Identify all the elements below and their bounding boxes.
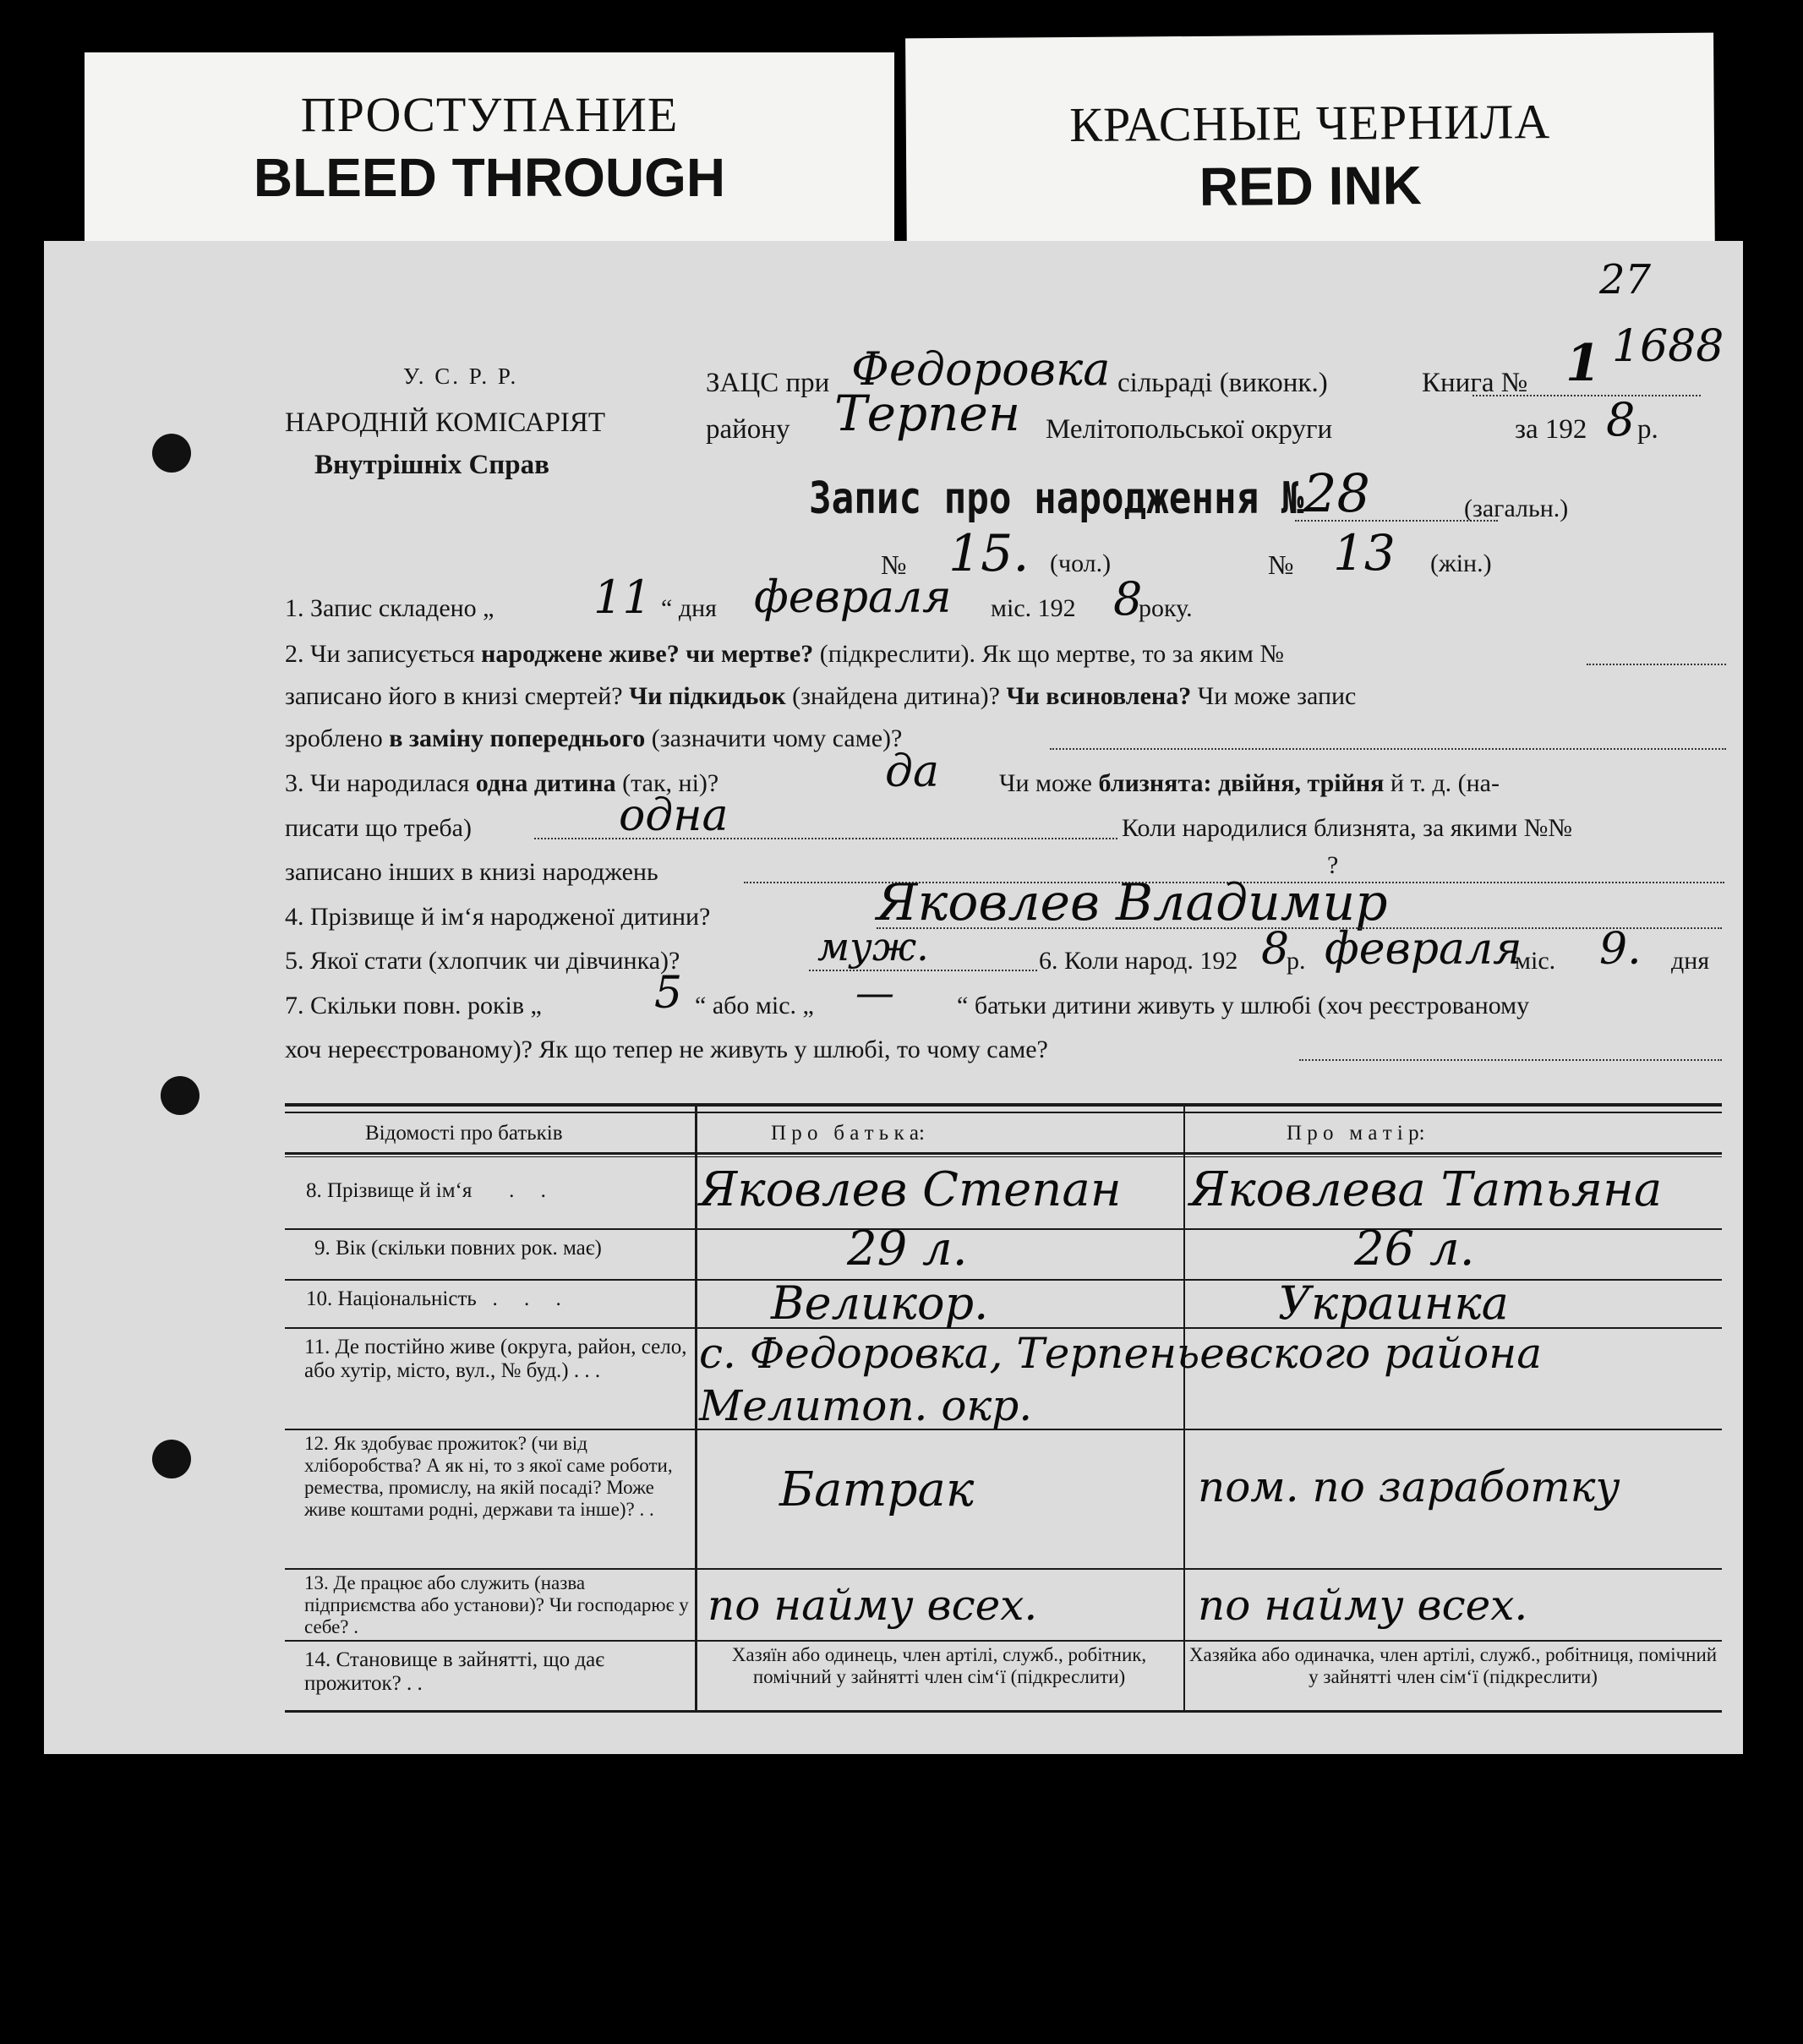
q2-text: (зазначити чому саме)? [645, 724, 903, 752]
red-ink-label-card [905, 33, 1715, 267]
column-divider [695, 1105, 697, 1712]
q7-years-handwritten: 5 [654, 968, 683, 1019]
bleed-through-label-card [85, 52, 894, 255]
q2-bold: народжене живе? чи мертве? [481, 640, 814, 668]
q6-month-handwritten: февраля [1325, 924, 1522, 975]
punch-hole [152, 1440, 191, 1478]
q3-text: й т. д. (на- [1384, 769, 1500, 797]
label-en-bleed: BLEED THROUGH [253, 147, 726, 208]
table-header-rule [285, 1152, 1722, 1155]
q2-text: записано його в книзі смертей? [285, 682, 630, 710]
table-head-info: Відомості про батьків [365, 1122, 563, 1145]
male-number-handwritten: 15. [948, 524, 1030, 583]
q4-line [877, 927, 1722, 929]
father-age-handwritten: 29 л. [847, 1221, 968, 1276]
book-label: Книга № [1422, 368, 1528, 398]
father-name-handwritten: Яковлев Степан [699, 1162, 1122, 1217]
silradi-label: сільраді (виконк.) [1117, 368, 1328, 398]
corner-number-handwritten: 1688 [1612, 321, 1724, 372]
mother-employment-options: Хазяйка або одиначка, член артілі, служб., робітниця, помічний у зайнятті член сім‘ї (підкреслити) [1188, 1644, 1718, 1687]
q3-answer1-handwritten: да [885, 746, 939, 797]
q3-line1b [999, 769, 1500, 798]
birth-record-card [44, 241, 1743, 1754]
book-number-line [1472, 395, 1701, 396]
q2-text: (підкреслити). Як що мертве, то за яким № [813, 640, 1284, 668]
mother-livelihood-handwritten: пом. по заработку [1198, 1462, 1620, 1511]
q3-bold: близнята: двійня, трійня [1098, 769, 1385, 797]
q3-line3: записано інших в книзі народжень [285, 858, 658, 886]
mother-name-handwritten: Яковлева Татьяна [1189, 1162, 1663, 1217]
q3-text: Чи може [999, 769, 1099, 797]
table-head-father: П р о б а т ь к а: [771, 1122, 925, 1145]
male-label: (чол.) [1050, 549, 1112, 577]
sex-handwritten: муж. [817, 924, 929, 970]
q1-mis: міс. 192 [991, 594, 1076, 622]
punch-hole [152, 434, 191, 473]
q3-question-mark: ? [1327, 851, 1339, 879]
q2-bold: Чи всиновлена? [1006, 682, 1192, 710]
year-label: за 192 [1515, 414, 1587, 445]
q6-year-handwritten: 8 [1261, 924, 1290, 975]
q5-line [809, 970, 1037, 971]
table-top-rule [285, 1103, 1722, 1107]
father-nationality-handwritten: Великор. [771, 1276, 989, 1330]
q3-text: (так, ні)? [615, 769, 719, 797]
q7-line [1299, 1059, 1722, 1061]
book-number-handwritten: 1 [1565, 334, 1601, 393]
q5-label: 5. Якої стати (хлопчик чи дівчинка)? [285, 947, 680, 975]
q2-text: Чи може запис [1191, 682, 1357, 710]
label-en-red-ink: RED INK [1199, 155, 1423, 217]
father-employment-options: Хазяїн або одинець, член артілі, служб., робітник, помічний у зайнятті член сім‘ї (підкреслити) [731, 1644, 1147, 1687]
commissariat-header: НАРОДНІЙ КОМІСАРІЯТ [285, 407, 606, 438]
q2-line3 [285, 724, 902, 753]
child-name-handwritten: Яковлев Владимир [877, 873, 1388, 932]
q3-line2: писати що треба) [285, 814, 472, 842]
q2-bold: в заміну попереднього [389, 724, 646, 752]
village-handwritten: Федоровка [851, 342, 1111, 396]
table-top-rule [285, 1112, 1722, 1113]
q2-text: 2. Чи записується [285, 640, 482, 668]
year-suffix: р. [1637, 414, 1658, 445]
general-label: (загальн.) [1464, 495, 1569, 522]
row-rule [285, 1228, 1722, 1230]
row-label-nationality: 10. Національність . . . [306, 1287, 561, 1310]
internal-affairs-header: Внутрішніх Справ [314, 450, 549, 480]
label-ru-bleed: ПРОСТУПАНИЕ [300, 87, 679, 142]
row-label-workplace: 13. Де працює або служить (назва підприємства або установи)? Чи господарює у себе? . [304, 1572, 689, 1637]
q1-day-handwritten: 11 [593, 571, 652, 624]
q6-r: р. [1287, 947, 1306, 975]
general-number-handwritten: 28 [1303, 462, 1370, 524]
punch-hole [161, 1076, 199, 1115]
row-label-residence: 11. Де постійно живе (округа, район, село, або хутір, місто, вул., № буд.) . . . [304, 1336, 687, 1382]
page-number-handwritten: 27 [1599, 256, 1652, 303]
zags-label: ЗАЦС при [706, 368, 830, 398]
year-digit-handwritten: 8 [1606, 393, 1636, 446]
q3-answer2-handwritten: одна [619, 790, 729, 841]
q7-line2: хоч нереєстрованому)? Як що тепер не живуть у шлюбі, то чому саме? [285, 1036, 1048, 1063]
q7-line1-rest: “ батьки дитини живуть у шлюбі (хоч реєстрованому [957, 992, 1530, 1019]
q1-roku: року. [1139, 594, 1193, 622]
table-head-mother: П р о м а т і р: [1287, 1122, 1425, 1145]
okrug-label: Мелітопольської округи [1046, 414, 1333, 445]
table-bottom-rule [285, 1710, 1722, 1713]
rayon-label: району [706, 414, 790, 445]
q2-bold: Чи підкидьок [629, 682, 786, 710]
q2-line [1587, 664, 1726, 665]
q4-label: 4. Прізвище й ім‘я народженої дитини? [285, 903, 711, 931]
q6-day-handwritten: 9. [1599, 924, 1642, 975]
q7-months-handwritten: — [855, 970, 894, 1015]
row-label-employment: 14. Становище в зайнятті, що дає прожиток? . . [304, 1648, 604, 1695]
q1-dnia: “ дня [661, 594, 717, 622]
label-ru-red-ink: КРАСНЫЕ ЧЕРНИЛА [1069, 94, 1551, 152]
table-header-rule [285, 1156, 1722, 1157]
mother-nationality-handwritten: Украинка [1278, 1276, 1509, 1330]
q2-text: зроблено [285, 724, 390, 752]
q1-month-handwritten: февраля [754, 572, 952, 623]
row-label-name: 8. Прізвище й ім‘я . . [306, 1179, 546, 1202]
q3-bold: одна дитина [475, 769, 616, 797]
q2-line [1050, 748, 1726, 750]
rayon-handwritten: Терпен [834, 385, 1021, 442]
father-residence-handwritten: с. Федоровка, Терпеньевского района Мелитоп. окр. [699, 1329, 1543, 1430]
q3-line2b: Коли народилися близнята, за якими №№ [1122, 814, 1573, 842]
row-rule [285, 1568, 1722, 1570]
q2-line2 [285, 682, 1356, 711]
female-number-handwritten: 13 [1333, 524, 1396, 582]
q1-prefix: 1. Запис складено „ [285, 594, 494, 622]
q3-text: 3. Чи народилася [285, 769, 476, 797]
record-title: Запис про народження № [809, 473, 1304, 524]
q7-prefix: 7. Скільки повн. років „ [285, 992, 542, 1019]
q6-mis: міс. [1515, 947, 1556, 975]
q2-line1 [285, 640, 1284, 669]
female-number-label: № [1268, 549, 1294, 580]
row-rule [285, 1640, 1722, 1642]
father-livelihood-handwritten: Батрак [779, 1462, 975, 1517]
q1-year-handwritten: 8 [1113, 572, 1143, 626]
row-label-age: 9. Вік (скільки повних рок. має) [314, 1237, 602, 1260]
female-label: (жін.) [1430, 549, 1492, 577]
father-workplace-handwritten: по найму всех. [708, 1581, 1038, 1630]
row-label-livelihood: 12. Як здобуває прожиток? (чи від хліборобства? А як ні, то з якої саме роботи, ремества, промислу, на якій посаді? Може живе коштами родні, держави та інше)? . . [304, 1433, 673, 1520]
q7-months-label: “ або міс. „ [695, 992, 814, 1019]
q6-dnia: дня [1671, 947, 1710, 975]
q6-label: 6. Коли народ. 192 [1039, 947, 1238, 975]
male-number-label: № [881, 549, 907, 580]
mother-workplace-handwritten: по найму всех. [1198, 1581, 1528, 1630]
q2-text: (знайдена дитина)? [785, 682, 1007, 710]
usrr-header: У. С. Р. Р. [403, 363, 519, 389]
mother-age-handwritten: 26 л. [1354, 1221, 1475, 1276]
